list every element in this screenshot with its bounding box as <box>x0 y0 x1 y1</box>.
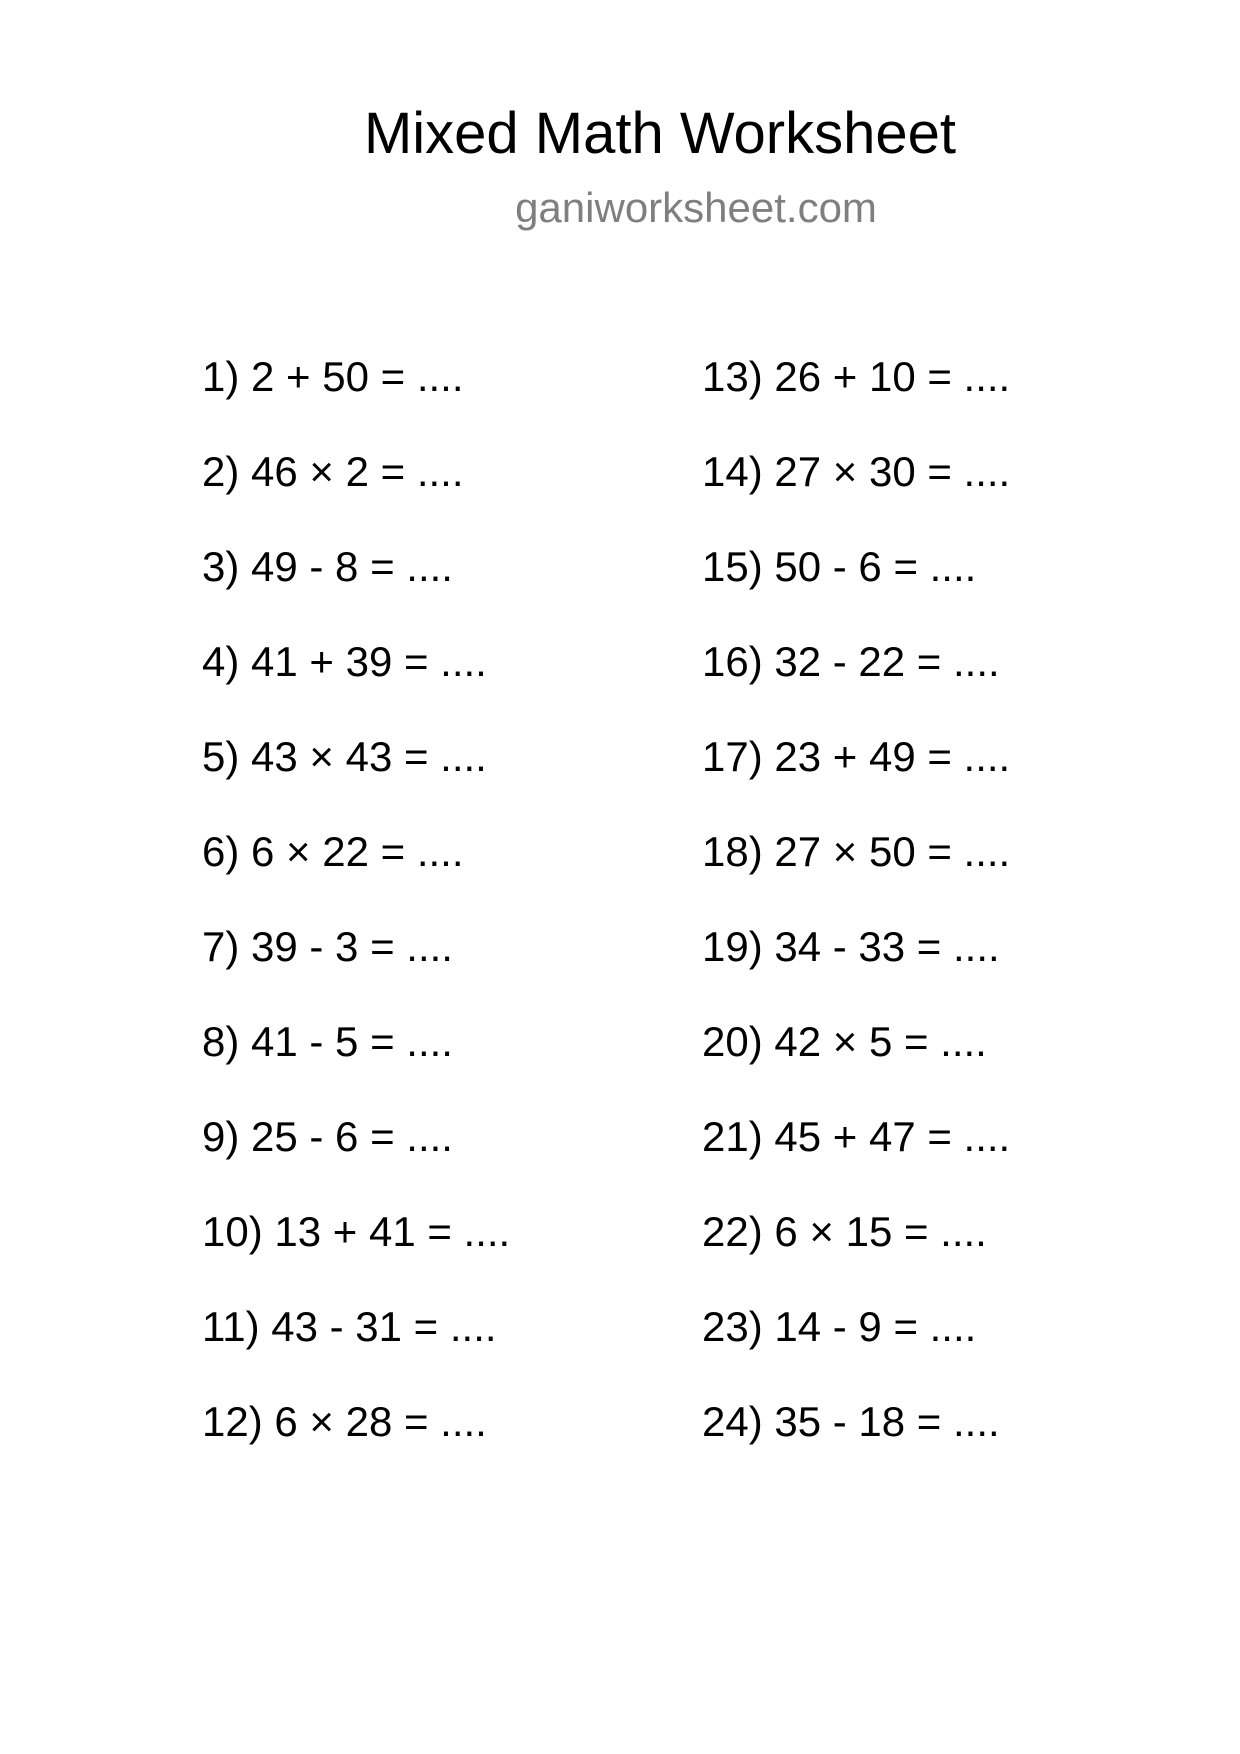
problem-item: 15) 50 - 6 = .... <box>702 543 977 590</box>
problem-item: 4) 41 + 39 = .... <box>202 638 487 685</box>
website-credit: ganiworksheet.com <box>515 184 877 231</box>
problem-item: 21) 45 + 47 = .... <box>702 1113 1011 1160</box>
page-title: Mixed Math Worksheet <box>363 101 957 166</box>
problem-item: 3) 49 - 8 = .... <box>202 543 453 590</box>
problem-item: 24) 35 - 18 = .... <box>702 1398 1000 1445</box>
problem-item: 11) 43 - 31 = .... <box>202 1303 497 1350</box>
problem-item: 17) 23 + 49 = .... <box>702 733 1011 780</box>
problem-item: 18) 27 × 50 = .... <box>702 828 1011 875</box>
problem-column-right <box>702 347 1010 1487</box>
problem-item: 2) 46 × 2 = .... <box>202 448 464 495</box>
problem-item: 5) 43 × 43 = .... <box>202 733 487 780</box>
problem-item: 1) 2 + 50 = .... <box>202 353 464 400</box>
problem-column-left <box>202 347 510 1487</box>
problem-item: 13) 26 + 10 = .... <box>702 353 1011 400</box>
problem-item: 19) 34 - 33 = .... <box>702 923 1000 970</box>
problem-item: 14) 27 × 30 = .... <box>702 448 1011 495</box>
problem-item: 10) 13 + 41 = .... <box>202 1208 511 1255</box>
problem-item: 9) 25 - 6 = .... <box>202 1113 453 1160</box>
problem-item: 7) 39 - 3 = .... <box>202 923 453 970</box>
problem-item: 22) 6 × 15 = .... <box>702 1208 987 1255</box>
problem-item: 23) 14 - 9 = .... <box>702 1303 977 1350</box>
problem-item: 8) 41 - 5 = .... <box>202 1018 453 1065</box>
problem-item: 20) 42 × 5 = .... <box>702 1018 987 1065</box>
problem-item: 6) 6 × 22 = .... <box>202 828 464 875</box>
problem-item: 12) 6 × 28 = .... <box>202 1398 487 1445</box>
problem-item: 16) 32 - 22 = .... <box>702 638 1000 685</box>
